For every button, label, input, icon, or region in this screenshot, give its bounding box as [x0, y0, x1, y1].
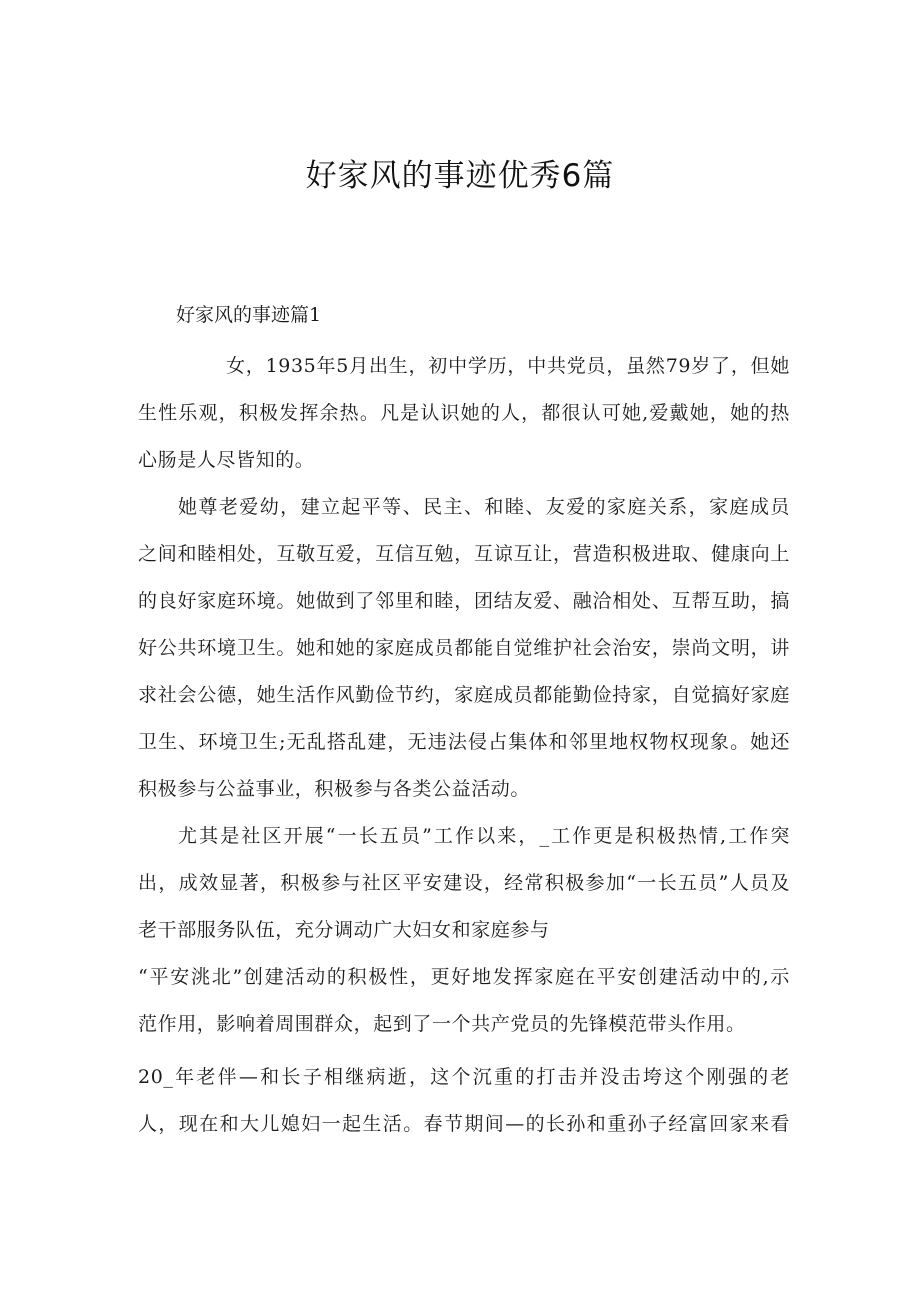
- body-line-1: 女，1935年5月出生，初中学历，中共党员，虽然79岁了，但她: [226, 355, 790, 377]
- body-line-14: “平安洮北”创建活动的积极性，更好地发挥家庭在平安创建活动中的,示: [138, 966, 790, 988]
- body-line-8: 求社会公德，她生活作风勤俭节约，家庭成员都能勤俭持家，自觉搞好家庭: [138, 684, 790, 706]
- body-line-6: 的良好家庭环境。她做到了邻里和睦，团结友爱、融洽相处、互帮互助，搞: [138, 590, 790, 612]
- body-line-11: 尤其是社区开展“一长五员”工作以来，_工作更是积极热情,工作突: [178, 825, 790, 847]
- body-line-5: 之间和睦相处，互敬互爱，互信互勉，互谅互让，营造积极进取、健康向上: [138, 543, 790, 565]
- body-line-13: 老干部服务队伍，充分调动广大妇女和家庭参与: [138, 919, 550, 941]
- section-heading: 好家风的事迹篇1: [176, 304, 322, 326]
- body-line-7: 好公共环境卫生。她和她的家庭成员都能自觉维护社会治安，崇尚文明，讲: [138, 637, 790, 659]
- body-line-9: 卫生、环境卫生;无乱搭乱建，无违法侵占集体和邻里地权物权现象。她还: [138, 731, 790, 753]
- body-line-12: 出，成效显著，积极参与社区平安建设，经常积极参加“一长五员”人员及: [138, 872, 790, 894]
- body-line-2: 生性乐观，积极发挥余热。凡是认识她的人，都很认可她,爱戴她，她的热: [138, 402, 790, 424]
- body-line-16: 20_年老伴—和长子相继病逝，这个沉重的打击并没击垮这个刚强的老: [138, 1066, 790, 1088]
- body-line-4: 她尊老爱幼，建立起平等、民主、和睦、友爱的家庭关系，家庭成员: [178, 496, 790, 518]
- body-line-17: 人，现在和大儿媳妇一起生活。春节期间—的长孙和重孙子经富回家来看: [138, 1113, 790, 1135]
- body-line-3: 心肠是人尽皆知的。: [138, 449, 315, 471]
- body-line-15: 范作用，影响着周围群众，起到了一个共产党员的先锋模范带头作用。: [138, 1013, 746, 1035]
- body-line-10: 积极参与公益事业，积极参与各类公益活动。: [138, 778, 531, 800]
- document-title: 好家风的事迹优秀6篇: [305, 158, 615, 194]
